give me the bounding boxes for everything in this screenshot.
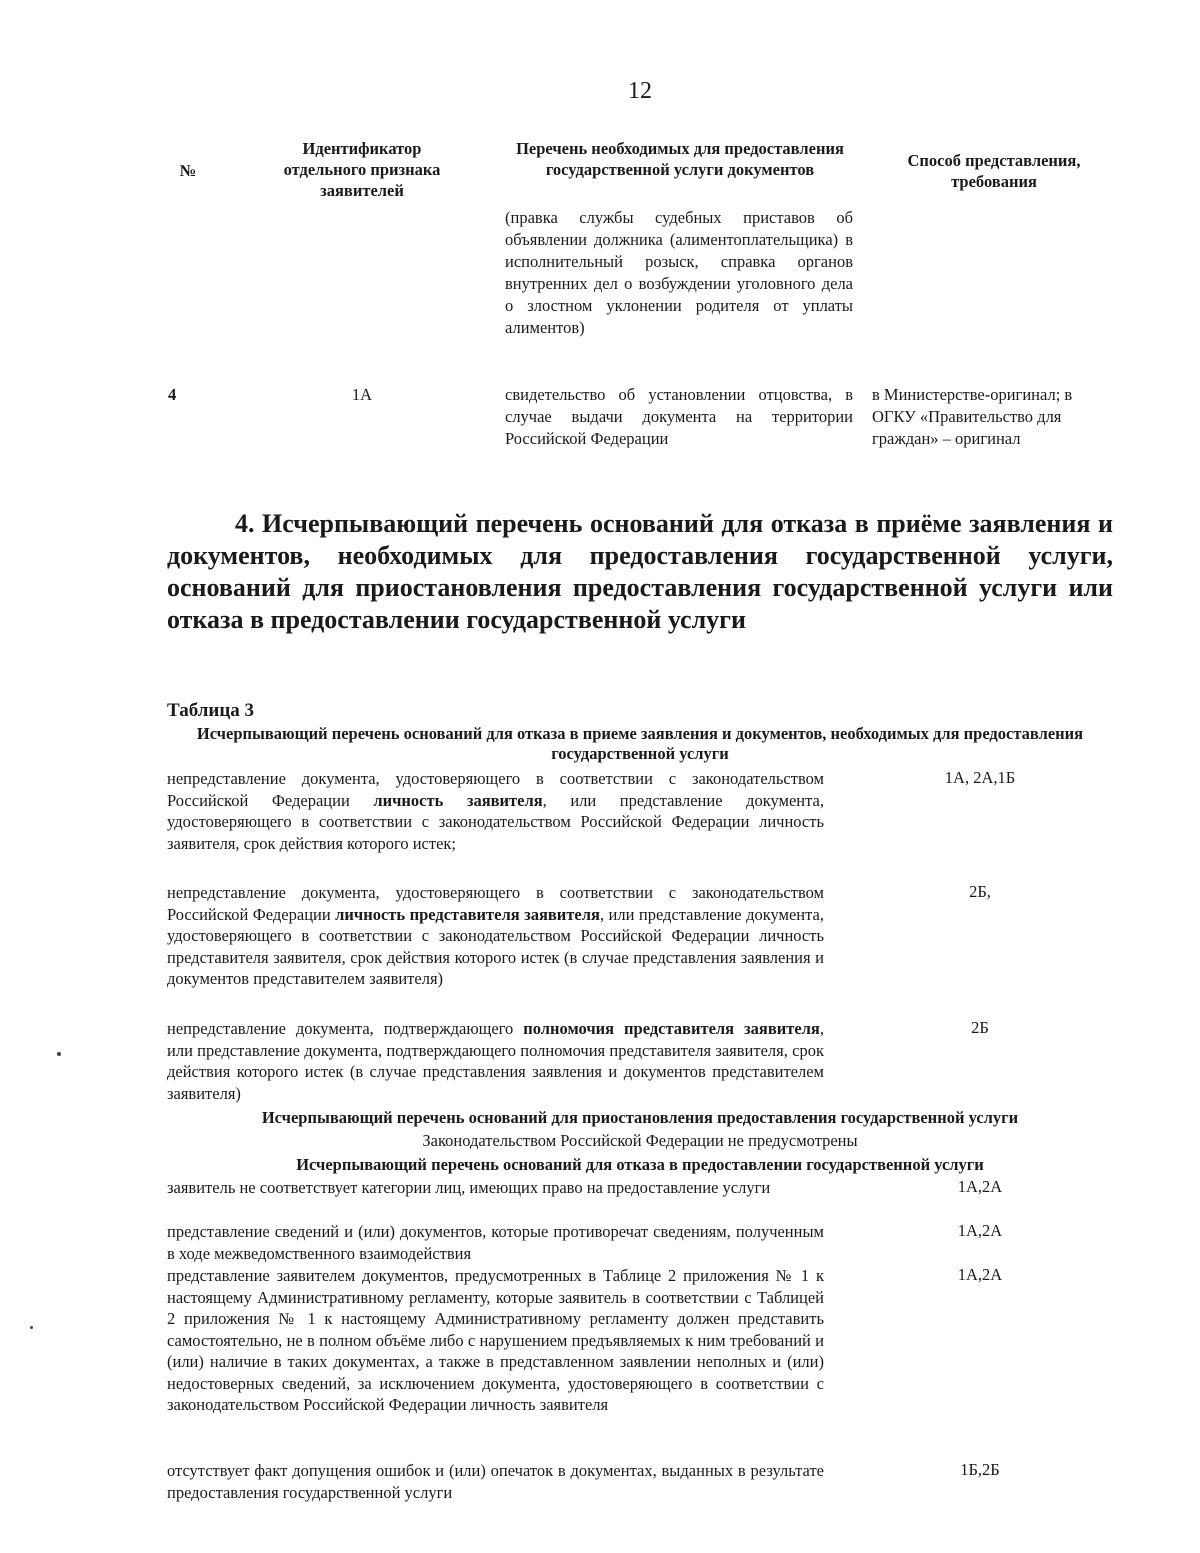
row4-method: в Министерстве-оригинал; в ОГКУ «Правительство для граждан» – оригинал — [872, 385, 1073, 448]
table3-caption-suspension: Исчерпывающий перечень оснований для приостановления предоставления государственной услуги — [261, 1108, 1019, 1127]
page-number: 12 — [628, 78, 652, 104]
refusal-acceptance-code-1: 1А, 2А,1Б — [944, 768, 1016, 787]
refusal-service-reason-1: заявитель не соответствует категории лиц, имеющих право на предоставление услуги — [167, 1178, 771, 1197]
header-col-documents: Перечень необходимых для предоставления государственной услуги документов — [516, 139, 844, 179]
row4-document: свидетельство об установлении отцовства, в случае выдачи документа на территории Российской Федерации — [505, 385, 853, 448]
continued-document-cell: (правка службы судебных приставов об объявлении должника (алиментоплательщика) в исполнительный розыск, справка органов внутренних дел о возбуждении уголовного дела о злостном уклонении родителя от уплаты алиментов) — [505, 208, 853, 337]
refusal-service-code-1: 1А,2А — [957, 1177, 1003, 1196]
refusal-service-reason-2: представление сведений и (или) документов, которые противоречат сведениям, полученным в ходе межведомственного взаимодействия — [167, 1222, 824, 1263]
refusal-service-code-2: 1А,2А — [957, 1221, 1003, 1240]
table3-caption-refusal-service: Исчерпывающий перечень оснований для отказа в предоставлении государственной услуги — [296, 1155, 984, 1174]
refusal-acceptance-reason-2: непредставление документа, удостоверяющего в соответствии с законодательством Российской Федерации личность представителя заявителя, или представление документа, удостоверяющего в соответствии с законодательством Российской Федерации личность представителя заявителя, срок действия которого истек (в случае представления заявления и документов представителем заявителя) — [167, 883, 824, 988]
row4-identifier: 1А — [351, 385, 373, 404]
suspension-not-provided: Законодательством Российской Федерации не предусмотрены — [422, 1131, 858, 1150]
section-heading: 4. Исчерпывающий перечень оснований для отказа в приёме заявления и документов, необходимых для предоставления государственной услуги, оснований для приостановления предоставления государственной услуги или отказа в предоставлении государственной услуги — [167, 509, 1113, 634]
scan-speck — [30, 1326, 33, 1329]
table3-title: Таблица 3 — [167, 700, 255, 721]
header-col-method: Способ представления, требования — [907, 151, 1081, 191]
refusal-service-reason-4: отсутствует факт допущения ошибок и (или) опечаток в документах, выданных в результате предоставления государственной услуги — [167, 1461, 824, 1502]
refusal-acceptance-code-3: 2Б — [971, 1018, 989, 1037]
refusal-service-reason-3: представление заявителем документов, предусмотренных в Таблице 2 приложения № 1 к настоящему Административному регламенту, которые заявитель в соответствии с Таблицей 2 приложения № 1 к настоящему Административному регламенту должен представить самостоятельно, не в полном объёме либо с нарушением предъявляемых к ним требований и (или) наличие в таких документах, а также в представленном заявлении неполных и (или) недостоверных сведений, за исключением документа, удостоверяющего в соответствии с законодательством Российской Федерации личность заявителя — [167, 1266, 824, 1414]
table3-caption-refusal-acceptance: Исчерпывающий перечень оснований для отказа в приеме заявления и документов, необходимых для предоставления государственной услуги — [196, 724, 1084, 763]
header-col-number: № — [179, 161, 197, 180]
row4-number: 4 — [168, 385, 177, 404]
header-col-identifier: Идентификатор отдельного признака заявителей — [283, 139, 441, 200]
refusal-acceptance-reason-3: непредставление документа, подтверждающего полномочия представителя заявителя, или представление документа, подтверждающего полномочия представителя заявителя, срок действия которого истек (в случае представления заявления и документов представителем заявителя) — [167, 1019, 824, 1103]
scan-speck — [57, 1052, 61, 1056]
refusal-service-code-4: 1Б,2Б — [960, 1460, 1000, 1479]
refusal-service-code-3: 1А,2А — [957, 1265, 1003, 1284]
refusal-acceptance-code-2: 2Б, — [969, 882, 991, 901]
refusal-acceptance-reason-1: непредставление документа, удостоверяющего в соответствии с законодательством Российской Федерации личность заявителя, или представление документа, удостоверяющего в соответствии с законодательством Российской Федерации личность заявителя, срок действия которого истек; — [167, 769, 824, 853]
